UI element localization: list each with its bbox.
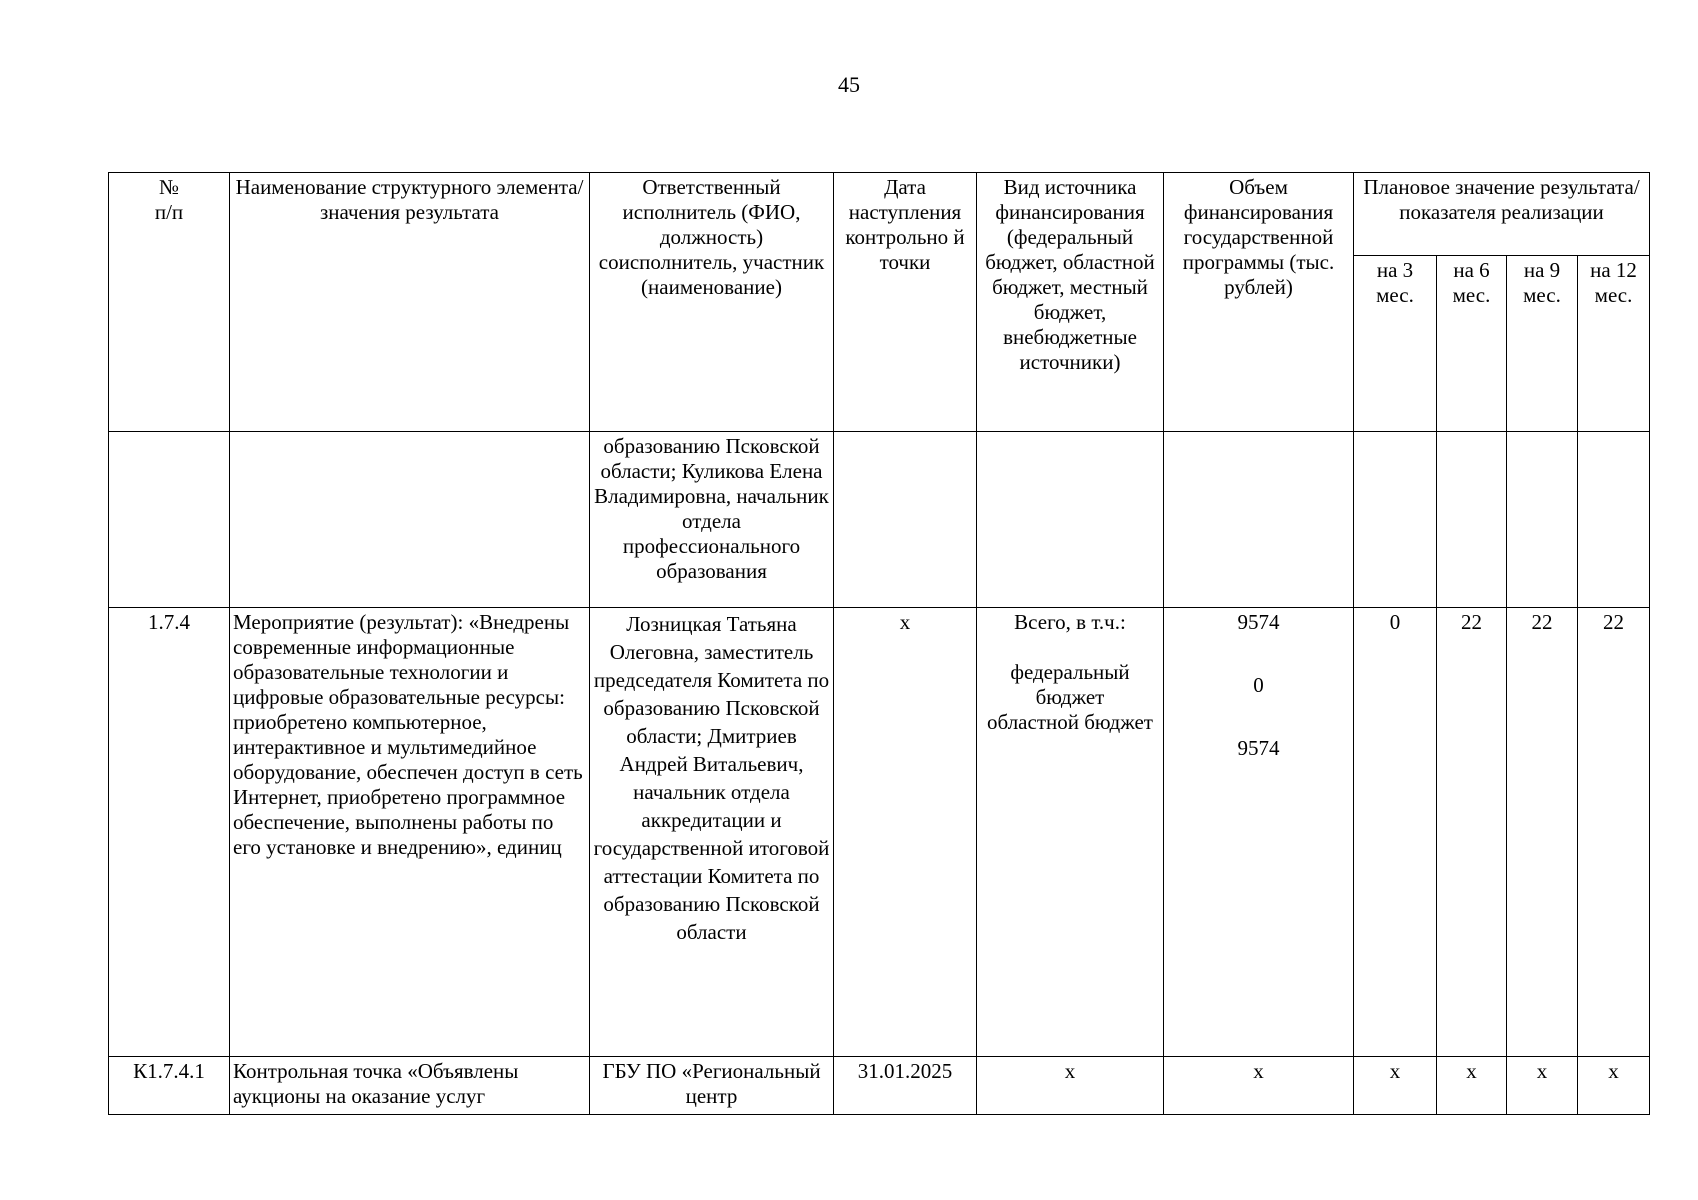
volume-total: 9574 <box>1237 610 1280 634</box>
row-num: К1.7.4.1 <box>109 1057 230 1115</box>
header-num: № п/п <box>109 173 230 432</box>
row-name: Контрольная точка «Объявлены аукционы на оказание услуг <box>230 1057 590 1115</box>
volume-federal: 0 <box>1253 673 1264 697</box>
header-planned: Плановое значение результата/показателя реализации <box>1354 173 1650 256</box>
row-source <box>977 608 1164 1057</box>
row-volume <box>1164 432 1354 608</box>
row-volume <box>1164 608 1354 1057</box>
row-date: 31.01.2025 <box>834 1057 977 1115</box>
table-header-row <box>109 173 1650 256</box>
row-m3: 0 <box>1354 608 1437 1057</box>
row-m9: х <box>1507 1057 1578 1115</box>
row-m3 <box>1354 432 1437 608</box>
plan-table <box>108 172 1650 1115</box>
row-num <box>109 432 230 608</box>
table-row <box>109 608 1650 1057</box>
row-m12: х <box>1578 1057 1650 1115</box>
row-m6: х <box>1437 1057 1507 1115</box>
header-m3: на 3 мес. <box>1354 256 1437 432</box>
row-m6 <box>1437 432 1507 608</box>
header-date: Дата наступления контрольно й точки <box>834 173 977 432</box>
header-responsible: Ответственный исполнитель (ФИО, должность) соисполнитель, участник (наименование) <box>590 173 834 432</box>
row-date: х <box>834 608 977 1057</box>
header-m6: на 6 мес. <box>1437 256 1507 432</box>
volume-regional: 9574 <box>1237 736 1280 760</box>
row-responsible: Лозницкая Татьяна Олеговна, заместитель председателя Комитета по образованию Псковской области; Дмитриев Андрей Витальевич, начальник отдела аккредитации и государственной итоговой аттестации Комитета по образованию Псковской области <box>590 608 834 1057</box>
row-responsible: образованию Псковской области; Куликова Елена Владимировна, начальник отдела профессионального образования <box>590 432 834 608</box>
table-row <box>109 432 1650 608</box>
row-volume: х <box>1164 1057 1354 1115</box>
row-num: 1.7.4 <box>109 608 230 1057</box>
row-date <box>834 432 977 608</box>
row-m9: 22 <box>1507 608 1578 1057</box>
header-volume: Объем финансирования государственной программы (тыс. рублей) <box>1164 173 1354 432</box>
source-federal: федеральный бюджет <box>1010 660 1130 709</box>
source-total: Всего, в т.ч.: <box>1014 610 1126 634</box>
row-name: Мероприятие (результат): «Внедрены современные информационные образовательные технологии и цифровые образовательные ресурсы: приобретено компьютерное, интерактивное и мультимедийное оборудование, обеспечен доступ в сеть Интернет, приобретено программное обеспечение, выполнены работы по его установке и внедрению», единиц <box>230 608 590 1057</box>
header-name: Наименование структурного элемента/ значения результата <box>230 173 590 432</box>
row-source <box>977 432 1164 608</box>
row-m12: 22 <box>1578 608 1650 1057</box>
header-m9: на 9 мес. <box>1507 256 1578 432</box>
table-row <box>109 1057 1650 1115</box>
row-source: х <box>977 1057 1164 1115</box>
row-m3: х <box>1354 1057 1437 1115</box>
page-number: 45 <box>838 72 860 97</box>
header-m12: на 12 мес. <box>1578 256 1650 432</box>
row-m9 <box>1507 432 1578 608</box>
row-name <box>230 432 590 608</box>
source-regional: областной бюджет <box>987 710 1153 734</box>
row-responsible: ГБУ ПО «Региональный центр <box>590 1057 834 1115</box>
header-source: Вид источника финансирования (федеральный бюджет, областной бюджет, местный бюджет, внебюджетные источники) <box>977 173 1164 432</box>
row-m12 <box>1578 432 1650 608</box>
row-m6: 22 <box>1437 608 1507 1057</box>
